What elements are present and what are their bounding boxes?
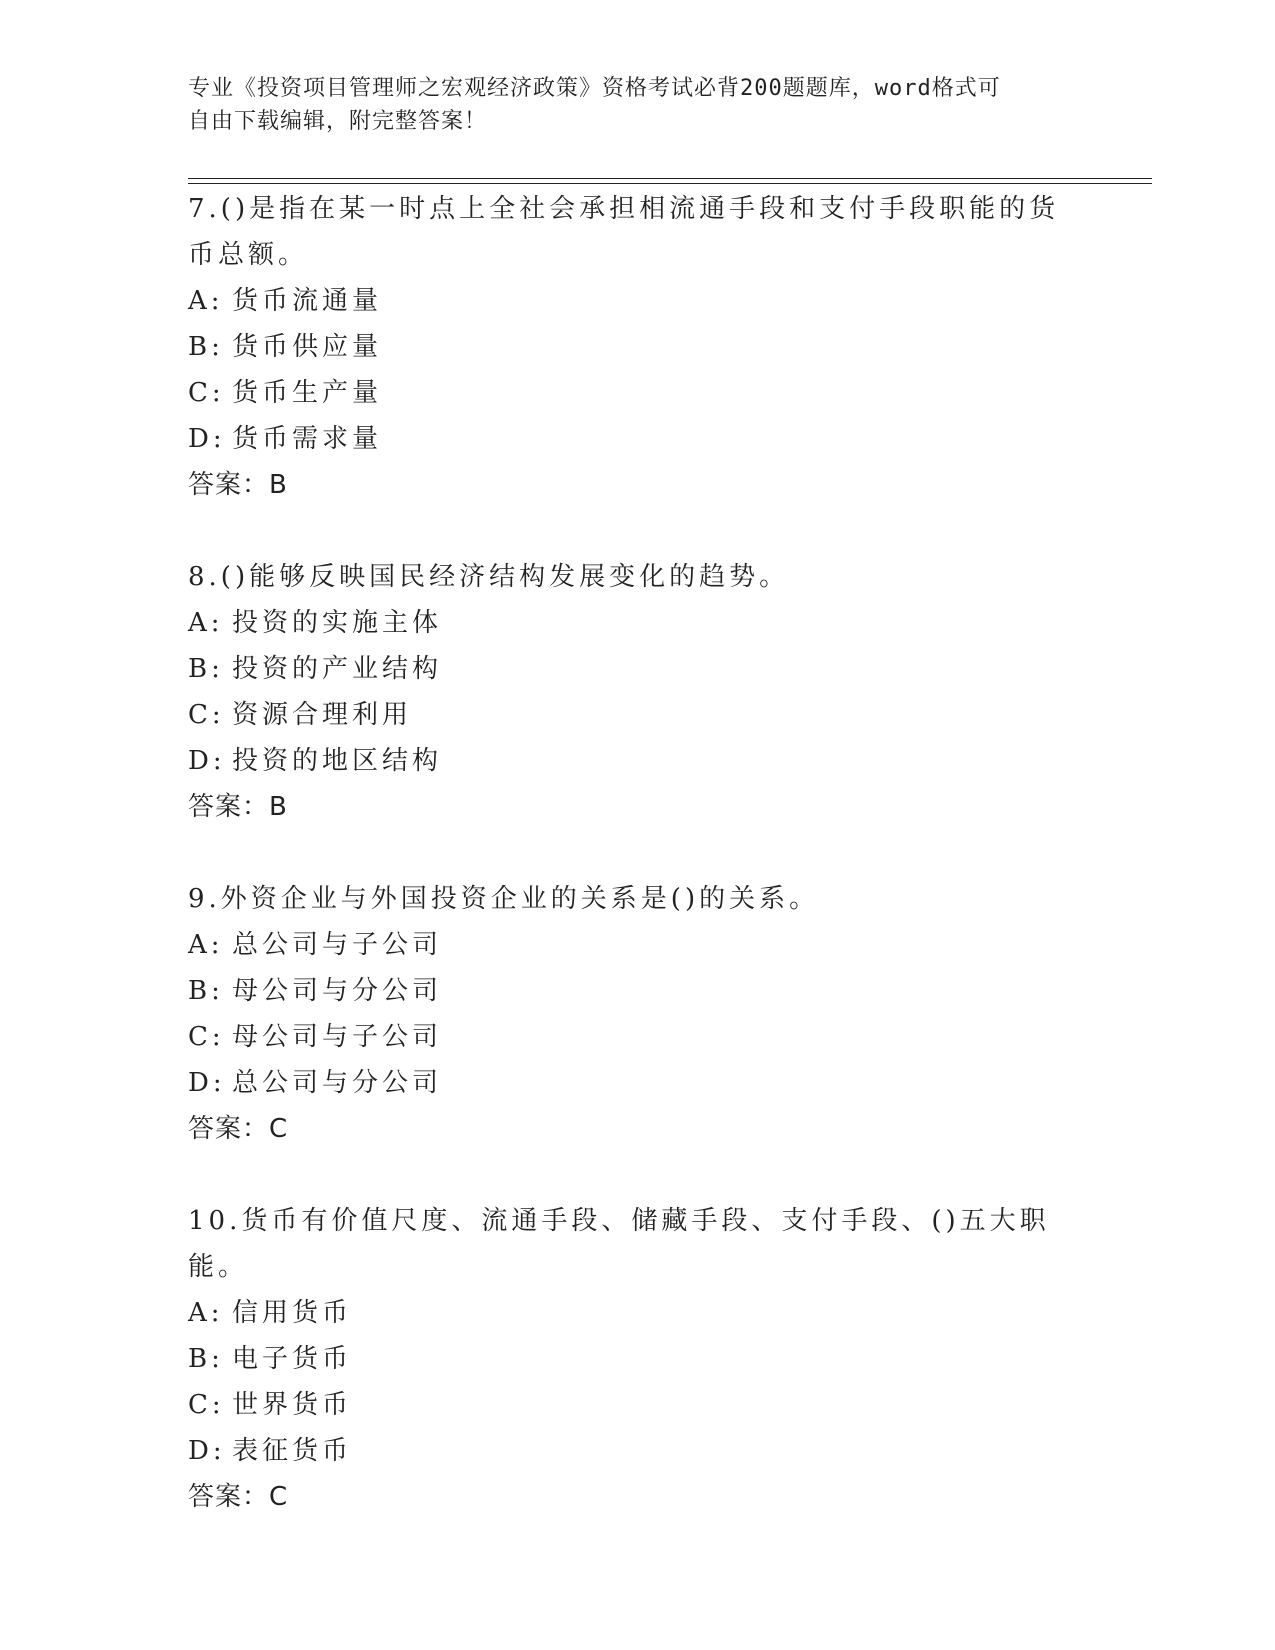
- option-a: [188, 278, 1088, 324]
- option-text: 世界货币: [232, 1390, 353, 1420]
- option-text: 电子货币: [232, 1344, 353, 1374]
- option-d: [188, 416, 1088, 462]
- option-letter: D:: [188, 1068, 226, 1098]
- header-divider-bottom: [188, 183, 1152, 184]
- question-7: [188, 186, 1088, 508]
- option-b: [188, 968, 1088, 1014]
- option-letter: C:: [188, 1022, 225, 1052]
- option-text: 货币需求量: [232, 424, 383, 454]
- option-text: 母公司与分公司: [232, 976, 443, 1006]
- option-letter: A:: [188, 1298, 224, 1328]
- option-a: [188, 600, 1088, 646]
- option-a: [188, 1290, 1088, 1336]
- question-text: 10.货币有价值尺度、流通手段、储藏手段、支付手段、()五大职能。: [188, 1206, 1050, 1282]
- question-text: 8.()能够反映国民经济结构发展变化的趋势。: [188, 562, 790, 592]
- option-text: 货币生产量: [232, 378, 383, 408]
- option-c: [188, 1382, 1088, 1428]
- question-text: 9.外资企业与外国投资企业的关系是()的关系。: [188, 884, 820, 914]
- option-letter: A:: [188, 286, 224, 316]
- option-b: [188, 1336, 1088, 1382]
- answer-label: 答案：B: [188, 792, 288, 822]
- option-c: [188, 370, 1088, 416]
- option-c: [188, 692, 1088, 738]
- option-text: 总公司与分公司: [232, 1068, 443, 1098]
- option-letter: C:: [188, 700, 225, 730]
- answer-label: 答案：B: [188, 470, 288, 500]
- option-letter: D:: [188, 1436, 226, 1466]
- answer-label: 答案：C: [188, 1482, 289, 1512]
- option-d: [188, 738, 1088, 784]
- option-text: 投资的产业结构: [232, 654, 443, 684]
- question-list: [188, 186, 1088, 1566]
- header-line-2: 自由下载编辑，附完整答案！: [188, 109, 488, 134]
- option-text: 母公司与子公司: [232, 1022, 443, 1052]
- option-letter: D:: [188, 424, 226, 454]
- option-text: 信用货币: [232, 1298, 353, 1328]
- option-d: [188, 1428, 1088, 1474]
- option-b: [188, 324, 1088, 370]
- question-9: [188, 876, 1088, 1152]
- answer-label: 答案：C: [188, 1114, 289, 1144]
- question-10: [188, 1198, 1088, 1520]
- question-text: 7.()是指在某一时点上全社会承担相流通手段和支付手段职能的货币总额。: [188, 194, 1060, 270]
- option-letter: C:: [188, 378, 225, 408]
- option-text: 货币流通量: [232, 286, 383, 316]
- question-8: [188, 554, 1088, 830]
- document-header: [188, 72, 1068, 138]
- option-letter: B:: [188, 1344, 224, 1374]
- option-a: [188, 922, 1088, 968]
- option-text: 资源合理利用: [232, 700, 413, 730]
- option-letter: B:: [188, 654, 224, 684]
- option-text: 投资的地区结构: [232, 746, 443, 776]
- option-letter: D:: [188, 746, 226, 776]
- option-text: 货币供应量: [232, 332, 383, 362]
- option-letter: B:: [188, 332, 224, 362]
- option-letter: B:: [188, 976, 224, 1006]
- header-divider-top: [188, 178, 1152, 179]
- option-b: [188, 646, 1088, 692]
- option-text: 投资的实施主体: [232, 608, 443, 638]
- option-text: 总公司与子公司: [232, 930, 443, 960]
- option-d: [188, 1060, 1088, 1106]
- option-letter: A:: [188, 930, 224, 960]
- option-c: [188, 1014, 1088, 1060]
- option-letter: A:: [188, 608, 224, 638]
- header-line-1: 专业《投资项目管理师之宏观经济政策》资格考试必背200题题库，word格式可: [188, 76, 1001, 101]
- option-letter: C:: [188, 1390, 225, 1420]
- option-text: 表征货币: [232, 1436, 353, 1466]
